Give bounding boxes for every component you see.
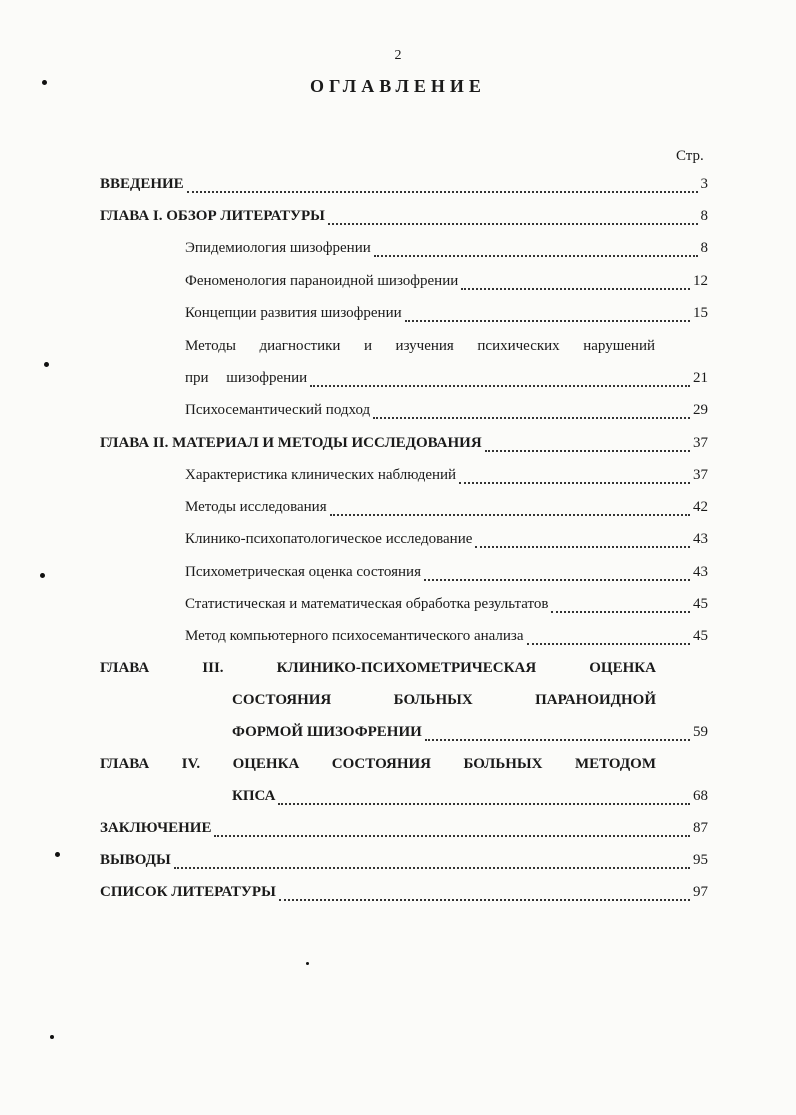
- toc-entry-page: 3: [700, 176, 708, 192]
- dot-leader: [328, 222, 698, 225]
- toc-entry-page: 87: [693, 820, 708, 836]
- toc-entry-label: Концепции развития шизофрении: [185, 305, 402, 321]
- toc-entry-label: Методы исследования: [185, 499, 327, 515]
- dot-leader: [475, 545, 690, 548]
- toc-entry-concepts[interactable]: [185, 305, 708, 327]
- scan-speck: [40, 573, 45, 578]
- toc-entry-label-line2: при шизофрении: [185, 370, 308, 386]
- dot-leader: [424, 578, 690, 581]
- dot-leader: [461, 287, 690, 290]
- toc-entry-page: 42: [693, 499, 708, 515]
- toc-entry-introduction[interactable]: [100, 176, 708, 198]
- dot-leader: [459, 481, 690, 484]
- toc-entry-label: Статистическая и математическая обработка результатов: [185, 596, 549, 612]
- toc-entry-page: 43: [693, 564, 708, 580]
- scan-speck: [55, 852, 60, 857]
- dot-leader: [373, 416, 690, 419]
- toc-entry-label: СПИСОК ЛИТЕРАТУРЫ: [100, 884, 276, 900]
- toc-entry-label: Феноменология параноидной шизофрении: [185, 273, 459, 289]
- toc-entry-label-line1: ГЛАВА IV. ОЦЕНКА СОСТОЯНИЯ БОЛЬНЫХ МЕТОДОМ: [100, 756, 656, 772]
- toc-entry-conclusion[interactable]: [100, 820, 708, 842]
- dot-leader: [527, 642, 690, 645]
- dot-leader: [425, 738, 690, 741]
- toc-entry-label: ЗАКЛЮЧЕНИЕ: [100, 820, 212, 836]
- toc-entry-label: ВВЕДЕНИЕ: [100, 176, 184, 192]
- dot-leader: [485, 449, 690, 452]
- toc-entry-line3: [232, 724, 708, 746]
- toc-entry-label: Характеристика клинических наблюдений: [185, 467, 457, 483]
- dot-leader: [278, 802, 690, 805]
- toc-entry-clinical-psychopathology[interactable]: [185, 531, 708, 553]
- toc-entry-label: Психосемантический подход: [185, 402, 371, 418]
- dot-leader: [551, 610, 690, 613]
- dot-leader: [330, 513, 690, 516]
- toc-entry-psychosemantic[interactable]: [185, 402, 708, 424]
- toc-entry-label: ГЛАВА I. ОБЗОР ЛИТЕРАТУРЫ: [100, 208, 325, 224]
- toc-entry-page: 43: [693, 531, 708, 547]
- toc-entry-label-line1: ГЛАВА III. КЛИНИКО-ПСИХОМЕТРИЧЕСКАЯ ОЦЕНКА: [100, 660, 656, 676]
- toc-entry-page: 21: [693, 370, 708, 386]
- page-number: 2: [394, 48, 402, 63]
- dot-leader: [187, 190, 698, 193]
- dot-leader: [279, 898, 690, 901]
- toc-entry-page: 45: [693, 628, 708, 644]
- toc-entry-page: 29: [693, 402, 708, 418]
- toc-entry-label-line3: ФОРМОЙ ШИЗОФРЕНИИ: [232, 724, 422, 740]
- toc-entry-label-line1: Методы диагностики и изучения психических нарушений: [185, 338, 655, 354]
- toc-entry-clinical-observations[interactable]: [185, 467, 708, 489]
- toc-entry-chapter-1[interactable]: [100, 208, 708, 230]
- page-title: ОГЛАВЛЕНИЕ: [310, 76, 486, 96]
- scan-speck: [42, 80, 47, 85]
- toc-entry-research-methods[interactable]: [185, 499, 708, 521]
- scan-speck: [306, 962, 309, 965]
- toc-entry-page: 97: [693, 884, 708, 900]
- scan-speck: [44, 362, 49, 367]
- toc-entry-page: 45: [693, 596, 708, 612]
- toc-entry-page: 8: [700, 208, 708, 224]
- dot-leader: [214, 834, 690, 837]
- dot-leader: [174, 866, 690, 869]
- scan-speck: [50, 1035, 54, 1039]
- toc-entry-page: 37: [693, 467, 708, 483]
- toc-entry-psychometric[interactable]: [185, 564, 708, 586]
- dot-leader: [405, 319, 690, 322]
- toc-entry-references[interactable]: [100, 884, 708, 906]
- toc-entry-page: 95: [693, 852, 708, 868]
- toc-entry-label: Психометрическая оценка состояния: [185, 564, 421, 580]
- toc-entry-epidemiology[interactable]: [185, 240, 708, 262]
- toc-entry-page: 37: [693, 435, 708, 451]
- page-column-label: Стр.: [676, 148, 704, 164]
- toc-entry-page: 15: [693, 305, 708, 321]
- toc-entry-page: 8: [700, 240, 708, 256]
- toc-entry-label-line2: СОСТОЯНИЯ БОЛЬНЫХ ПАРАНОИДНОЙ: [232, 692, 656, 708]
- toc-entry-label: Клинико-психопатологическое исследование: [185, 531, 473, 547]
- toc-entry-label: ГЛАВА II. МАТЕРИАЛ И МЕТОДЫ ИССЛЕДОВАНИЯ: [100, 435, 482, 451]
- dot-leader: [310, 384, 690, 387]
- toc-entry-label-line2: КПСА: [232, 788, 276, 804]
- toc-entry-computer-method[interactable]: [185, 628, 708, 650]
- toc-entry-line2: [185, 370, 708, 392]
- toc-entry-findings[interactable]: [100, 852, 708, 874]
- toc-entry-page: 68: [693, 788, 708, 804]
- toc-entry-page: 59: [693, 724, 708, 740]
- toc-entry-statistics[interactable]: [185, 596, 708, 618]
- toc-entry-label: ВЫВОДЫ: [100, 852, 171, 868]
- dot-leader: [374, 254, 698, 257]
- toc-entry-label: Эпидемиология шизофрении: [185, 240, 371, 256]
- toc-entry-line2: [232, 788, 708, 810]
- toc-entry-chapter-2[interactable]: [100, 435, 708, 457]
- toc-entry-label: Метод компьютерного психосемантического анализа: [185, 628, 524, 644]
- toc-entry-page: 12: [693, 273, 708, 289]
- toc-entry-phenomenology[interactable]: [185, 273, 708, 295]
